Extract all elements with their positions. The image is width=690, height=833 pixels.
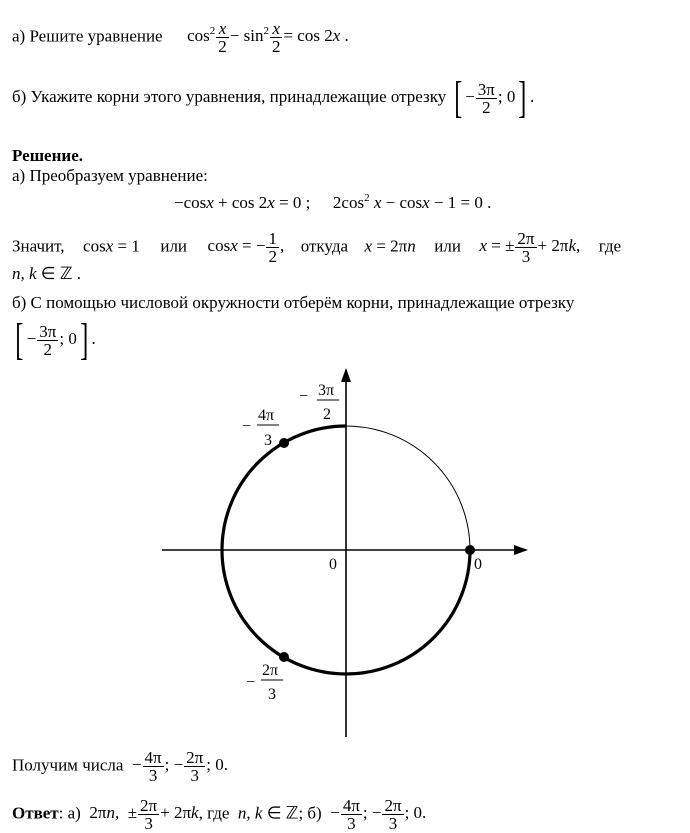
whence-label: откуда — [300, 236, 349, 256]
label-zero-point: 0 — [474, 556, 482, 573]
svg-text:2π: 2π — [262, 662, 279, 679]
answer-where: , где — [198, 803, 230, 823]
svg-text:−: − — [242, 418, 252, 435]
means-label: Значит, — [12, 236, 65, 256]
unit-circle-diagram — [0, 365, 690, 745]
svg-text:3π: 3π — [318, 382, 335, 399]
solution-a-intro: а) Преобразуем уравнение: — [12, 166, 208, 185]
integers-line: n, k ∈ ℤ . — [12, 264, 82, 283]
label-origin: 0 — [329, 556, 337, 573]
svg-text:3: 3 — [268, 686, 276, 703]
svg-text:−: − — [299, 388, 309, 405]
problem-b-prefix: б) Укажите корни этого уравнения, принадлежащие отрезку — [12, 86, 447, 106]
answer-label: Ответ — [12, 803, 59, 823]
or-label-1: или — [160, 236, 188, 256]
svg-text:4π: 4π — [258, 407, 275, 424]
label-minus-3pi-2 — [299, 382, 339, 423]
answer-b-part: ; б) — [298, 803, 322, 823]
problem-b — [12, 73, 535, 122]
solution-b-intro: б) С помощью числовой окружности отберём корни, принадлежащие отрезку — [12, 293, 575, 312]
label-minus-2pi-3 — [246, 662, 283, 703]
point-zero — [465, 545, 475, 555]
roots-line: Значит, cosx = 1 или cosx = − $\frac{1}{2}$ , откуда x = 2πn или x = ± $\frac{2\pi}{3}$ + 2πk, где — [12, 229, 622, 266]
result-line: Получим числа − $\frac{4\pi}{3}$ ; − $\frac{2\pi}{3}$ ; 0. — [12, 748, 228, 785]
transformed-equation: −cosx + cos 2x = 0 ; $2\cos^2$ x − cosx − 1 = 0 . — [174, 192, 492, 212]
label-minus-4pi-3 — [242, 407, 279, 449]
obtain-label: Получим числа — [12, 755, 124, 775]
equation: $\cos^2$ $\frac{x}{2}$ − $\sin^2$ $\frac{x}{2}$ = cos 2x . — [187, 19, 349, 56]
interval-repeat: [ − $\frac{3\pi}{2}$ ; 0] . — [15, 315, 96, 364]
or-label-2: или — [434, 236, 461, 256]
answer-a-part: : а) — [58, 803, 81, 823]
problem-a-prefix: а) Решите уравнение — [12, 26, 163, 46]
svg-text:−: − — [246, 674, 256, 691]
problem-a — [12, 20, 349, 55]
solution-heading: Решение. — [12, 146, 83, 165]
answer-line: Ответ: а) 2πn, ± $\frac{2\pi}{3}$ + 2πk, где n, k ∈ ℤ; б) − $\frac{4\pi}{3}$ ; − $\frac{2\pi}{3}$ ; 0. — [12, 796, 427, 833]
where-label: где — [598, 236, 622, 256]
interval: [ − $\frac{3\pi}{2}$ ; 0] . — [453, 73, 535, 122]
point-minus-4pi-3 — [279, 438, 289, 448]
svg-text:3: 3 — [264, 432, 272, 449]
point-minus-2pi-3 — [279, 652, 289, 662]
svg-text:2: 2 — [323, 406, 331, 423]
